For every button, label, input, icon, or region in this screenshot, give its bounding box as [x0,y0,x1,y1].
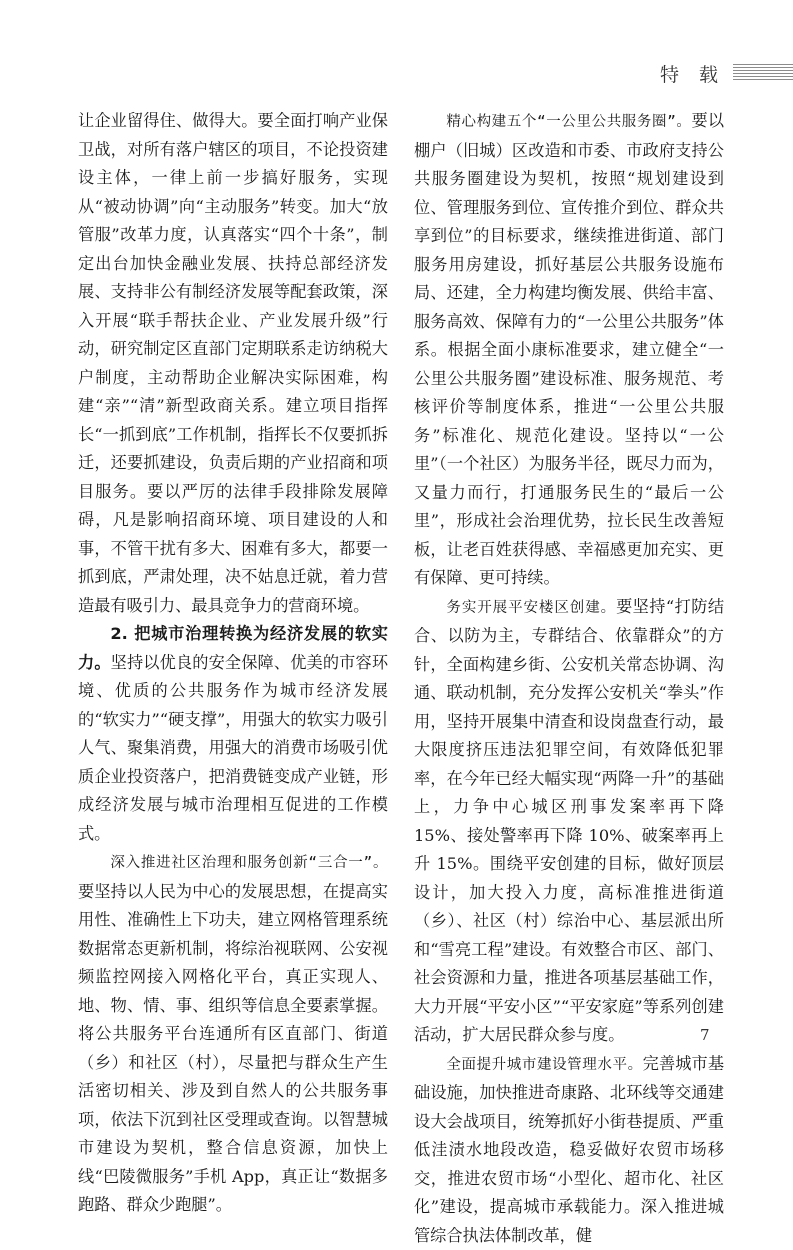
right-paragraph-1-body: 要以棚户（旧城）区改造和市委、市政府支持公共服务圈建设为契机，按照“规划建设到位、管理服务到位、宣传推介到位、群众共享到位”的目标要求，继续推进街道、部门服务用房建设，抓好基层公共服务设施布局、还建，全力构建均衡发展、供给丰富、服务高效、保障有力的“一公里公共服务”体系。根据全面小康标准要求，建立健全“一公里公共服务圈”建设标准、服务规范、考核评价等制度体系，推进“一公里公共服务”标准化、规范化建设。坚持以“一公里”（一个社区）为服务半径，既尽力而为，又量力而行，打通服务民生的“最后一公里”，形成社会治理优势，拉长民生改善短板，让老百姓获得感、幸福感更加充实、更有保障、更可持续。 [414,111,724,587]
right-paragraph-2-body: 要坚持“打防结合、以防为主，专群结合、依靠群众”的方针，全面构建乡街、公安机关常态协调、沟通、联动机制，充分发挥公安机关“拳头”作用，坚持开展集中清查和设岗盘查行动，最大限度挤压违法犯罪空间，有效降低犯罪率，在今年已经大幅实现“两降一升”的基础上，力争中心城区刑事发案率再下降 15%、接处警率再下降 10%、破案率再上升 15%。围绕平安创建的目标，做好顶层设计，加大投入力度，高标准推进街道（乡）、社区（村）综治中心、基层派出所和“雪亮工程”建设。有效整合市区、部门、社会资源和力量，推进各项基层基础工作，大力开展“平安小区”“平安家庭”等系列创建活动，扩大居民群众参与度。 [414,597,724,1045]
right-paragraph-1 [414,107,724,593]
right-paragraph-3 [414,1050,724,1250]
left-paragraph-2-body: 坚持以优良的安全保障、优美的市容环境、优质的公共服务作为城市经济发展的“软实力”“硬支撑”，用强大的软实力吸引人气、聚集消费，用强大的消费市场吸引优质企业投资落户，把消费链变成产业链，形成经济发展与城市治理相互促进的工作模式。 [78,653,388,843]
left-paragraph-2 [78,620,388,848]
right-paragraph-2 [414,593,724,1050]
section-label: 特 载 [660,60,725,87]
header-decorative-lines [733,64,793,82]
left-column [78,107,388,1220]
right-paragraph-3-body: 完善城市基础设施，加快推进奇康路、北环线等交通建设大会战项目，统筹抓好小街巷提质、严重低洼渍水地段改造，稳妥做好农贸市场移交，推进农贸市场“小型化、超市化、社区化”建设，提高城市承载能力。深入推进城管综合执法体制改革，健 [414,1054,724,1245]
subsection-heading: 2. 把城市治理转换为经济发展的软实力。 [78,624,388,672]
left-paragraph-3 [78,848,388,1220]
left-paragraph-1: 让企业留得住、做得大。要全面打响产业保卫战，对所有落户辖区的项目，不论投资建设主体，一律上前一步搞好服务，实现从“被动协调”向“主动服务”转变。加大“放管服”改革力度，认真落实“四个十条”，制定出台加快金融业发展、扶持总部经济发展、支持非公有制经济发展等配套政策，深入开展“联手帮扶企业、产业发展升级”行动，研究制定区直部门定期联系走访纳税大户制度，主动帮助企业解决实际困难，构建“亲”“清”新型政商关系。建立项目指挥长“一抓到底”工作机制，指挥长不仅要抓拆迁，还要抓建设，负责后期的产业招商和项目服务。要以严厉的法律手段排除发展障碍，凡是影响招商环境、项目建设的人和事，不管干扰有多大、困难有多大，都要一抓到底，严肃处理，决不姑息迁就，着力营造最有吸引力、最具竞争力的营商环境。 [78,107,388,620]
right-paragraph-1-lead: 精心构建五个“一公里公共服务圈”。 [446,114,691,130]
page-header [0,58,793,88]
page-number: 7 [700,1026,710,1044]
left-paragraph-3-lead: 深入推进社区治理和服务创新“三合一”。 [110,855,388,871]
right-paragraph-2-lead: 务实开展平安楼区创建。 [446,600,616,616]
right-column [414,107,724,1250]
right-paragraph-3-lead: 全面提升城市建设管理水平。 [446,1057,642,1073]
left-paragraph-3-body: 要坚持以人民为中心的发展思想，在提高实用性、准确性上下功夫，建立网格管理系统数据常态更新机制，将综治视联网、公安视频监控网接入网格化平台，真正实现人、地、物、情、事、组织等信息全要素掌握。将公共服务平台连通所有区直部门、街道（乡）和社区（村），尽量把与群众生产生活密切相关、涉及到自然人的公共服务事项，依法下沉到社区受理或查询。以智慧城市建设为契机，整合信息资源，加快上线“巴陵微服务”手机 App，真正让“数据多跑路、群众少跑腿”。 [78,882,388,1215]
